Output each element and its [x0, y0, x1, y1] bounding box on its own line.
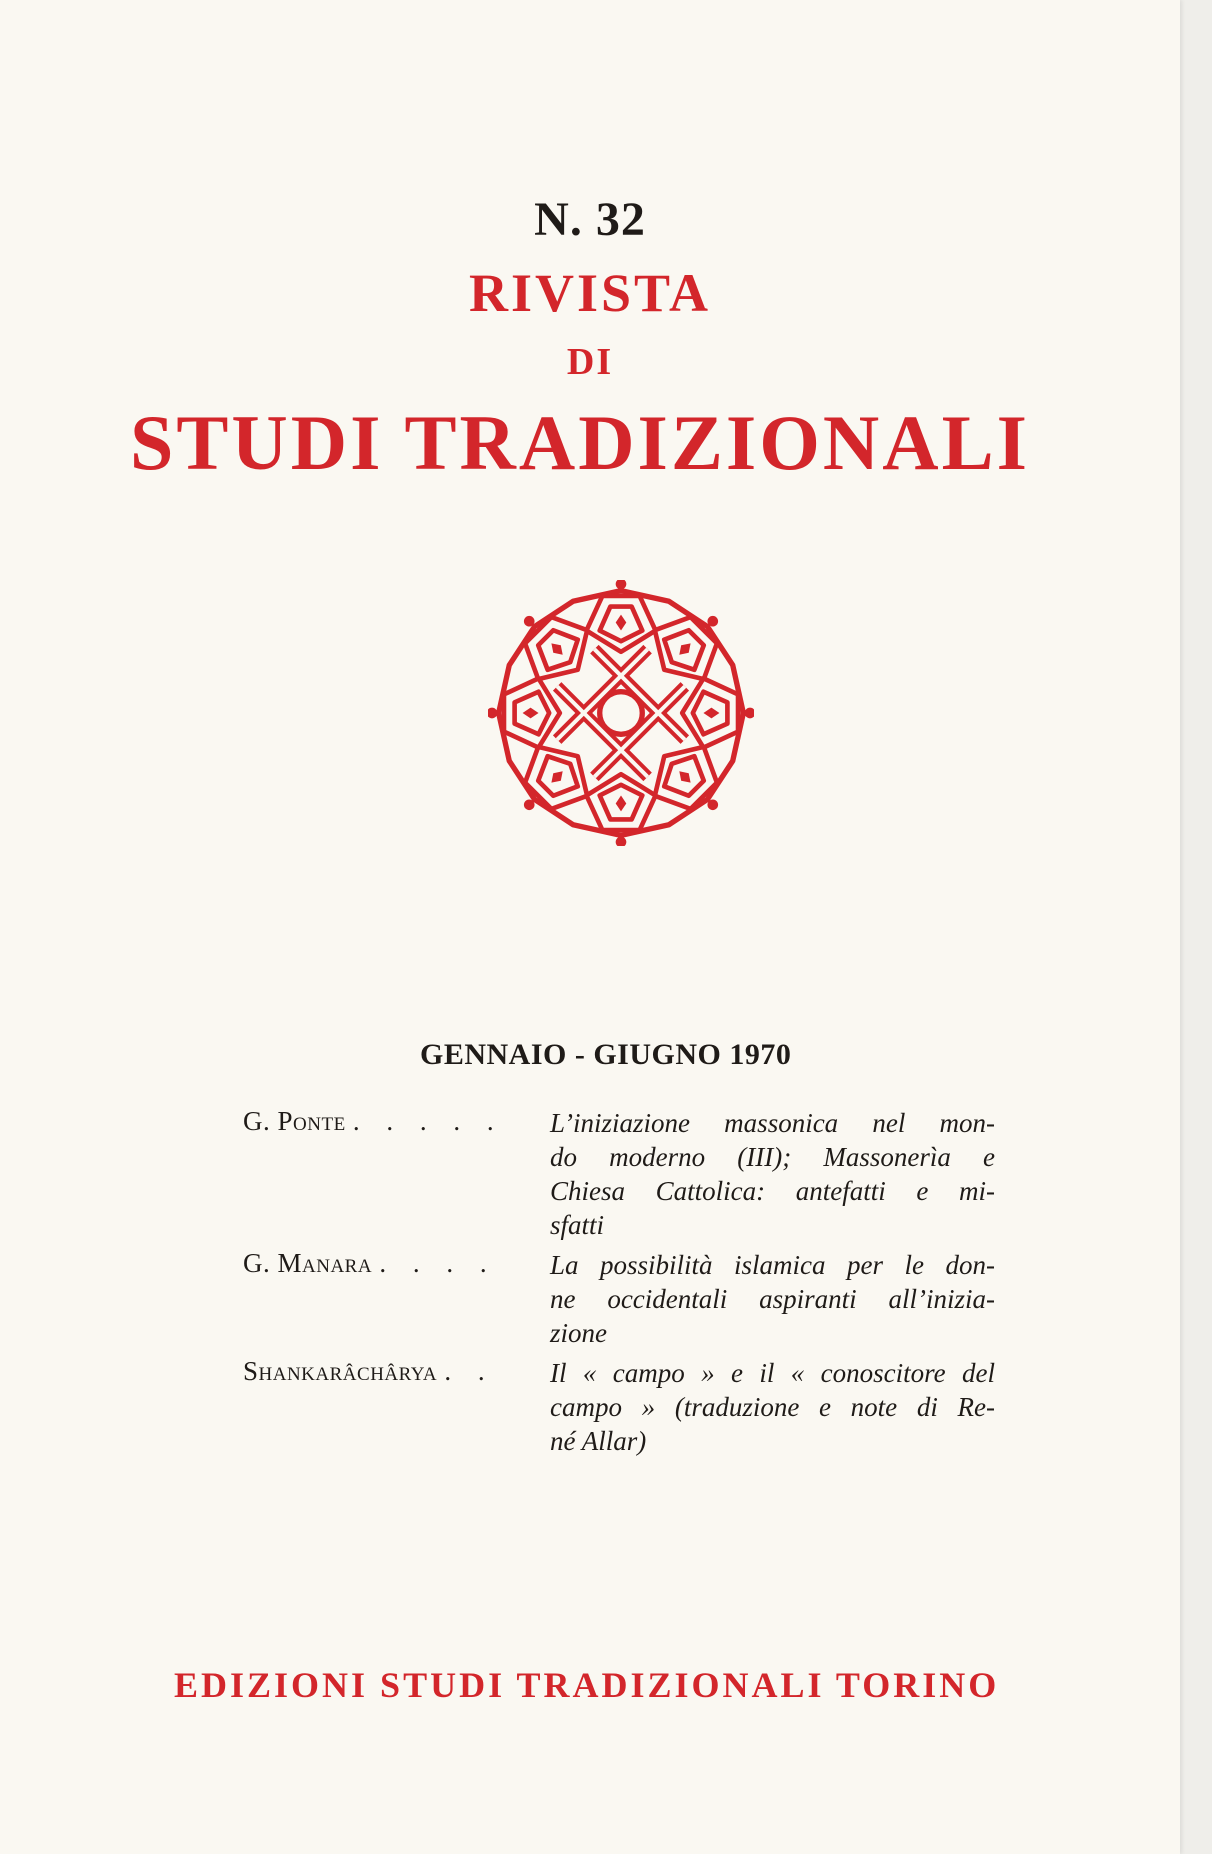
table-of-contents: [243, 1106, 1003, 1464]
title-rivista: RIVISTA: [468, 263, 712, 323]
publisher-imprint: EDIZIONI STUDI TRADIZIONALI TORINO: [174, 1665, 1000, 1705]
title-studi-tradizionali: STUDI TRADIZIONALI: [130, 399, 1030, 486]
toc-title: La possibilità islamica per le don- ne occidentali aspiranti all’inizia- zione: [550, 1250, 995, 1348]
toc-author: G. Ponte . . . . .: [243, 1106, 504, 1136]
title-di: DI: [566, 341, 614, 383]
toc-author: G. Manara . . . .: [243, 1248, 497, 1278]
toc-entry-ponte: [243, 1106, 1003, 1242]
toc-author: Shankarâchârya . .: [243, 1356, 495, 1386]
toc-entry-shankaracharya: [243, 1356, 1003, 1458]
toc-entry-manara: [243, 1248, 1003, 1350]
toc-title: Il « campo » e il « conoscitore del campo » (traduzione e note di Re- né Allar): [550, 1358, 995, 1456]
issue-period: GENNAIO - GIUGNO 1970: [420, 1038, 792, 1071]
interlaced-star-emblem-icon: [488, 580, 754, 846]
issue-number: N. 32: [534, 193, 646, 246]
toc-title: L’iniziazione massonica nel mon- do moderno (III); Massonerìa e Chiesa Cattolica: antefatti e mi- sfatti: [550, 1108, 995, 1240]
